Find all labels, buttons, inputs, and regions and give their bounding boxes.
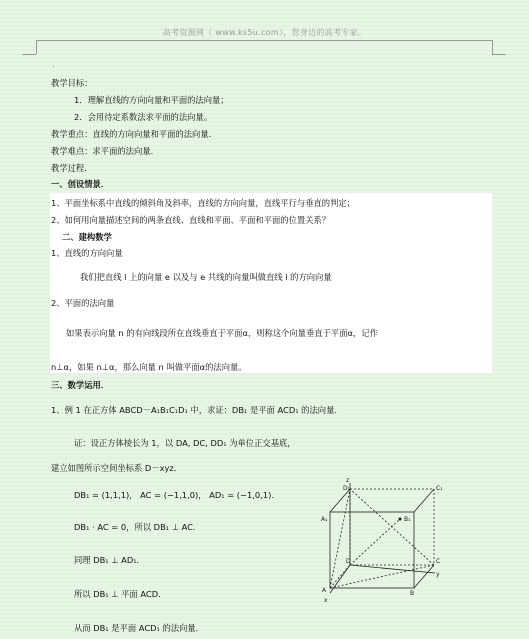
proof-line-2: 建立如图所示空间坐标系 D－xyz． (51, 463, 183, 473)
label-y: y (436, 571, 440, 578)
equation-vectors: DB₁ = (1,1,1)， AC = (−1,1,0)， AD₁ = (−1,0,1)． (74, 490, 280, 500)
header-rule (36, 40, 492, 41)
conclusion: 从而 DB₁ 是平面 ACD₁ 的法向量． (74, 623, 204, 633)
section-1-title: 一、创设情景． (51, 179, 110, 189)
y-axis (350, 565, 435, 573)
front-face (330, 512, 414, 588)
objective-2: 2．会用待定系数法求平面的法向量。 (74, 112, 213, 122)
equation-perpendicular: 同理 DB₁ ⊥ AD₁． (74, 555, 145, 565)
proof-line-1: 证：设正方体棱长为 1，以 DA, DC, DD₁ 为单位正交基底， (74, 438, 296, 448)
corner-mark (36, 40, 37, 54)
key-point: 教学重点：直线的方向向量和平面的法向量． (51, 129, 217, 139)
label-z: z (346, 477, 350, 484)
subsection-2-title: 2、平面的法向量 (51, 298, 115, 308)
x-axis (330, 565, 350, 593)
difficulty: 教学难点：求平面的法向量． (51, 146, 159, 156)
objective-1: 1．理解直线的方向向量和平面的法向量； (74, 95, 229, 105)
label-A: A (322, 587, 327, 594)
example-1: 1、例 1 在正方体 ABCD－A₁B₁C₁D₁ 中，求证：DB₁ 是平面 ACD₁ 的法向量． (51, 405, 343, 415)
equation-dot-product: DB₁ · AC = 0，所以 DB₁ ⊥ AC． (74, 522, 202, 532)
page-header: 高考资源网（ www.ks5u.com），您身边的高考专家。 (162, 28, 367, 37)
question-2: 2、如何用向量描述空间的两条直线、直线和平面、平面和平面的位置关系？ (51, 215, 331, 225)
process: 教学过程． (51, 163, 93, 173)
corner-mark (492, 54, 506, 55)
label-C: C (436, 558, 441, 565)
label-B: B (410, 590, 415, 597)
normal-vector-definition: 如果表示向量 n 的有向线段所在直线垂直于平面α，则称这个向量垂直于平面α，记作 (66, 328, 378, 338)
subsection-1-title: 1、直线的方向向量 (51, 248, 123, 258)
cube-figure (310, 475, 460, 610)
equation-plane: 所以 DB₁ ⊥ 平面 ACD． (74, 589, 167, 599)
label-B1: B₁ (404, 516, 411, 523)
diagonal-DB1 (350, 519, 400, 565)
direction-vector-definition: 我们把直线 l 上的向量 e 以及与 e 共线的向量叫做直线 l 的方向向量 (80, 272, 332, 282)
corner-mark (492, 40, 493, 54)
question-1: 1、平面坐标系中直线的倾斜角及斜率，直线的方向向量，直线平行与垂直的判定； (51, 198, 355, 208)
corner-mark (22, 54, 36, 55)
section-3-title: 三、数学运用． (51, 380, 110, 390)
label-C1: C₁ (436, 485, 443, 492)
dot-mark: . (52, 59, 55, 69)
label-A1: A₁ (321, 516, 328, 523)
normal-vector-definition-2: n⊥α，如果 n⊥α，那么向量 n 叫做平面α的法向量。 (51, 362, 247, 372)
label-D: D (346, 558, 351, 565)
objectives-title: 教学目标： (51, 78, 93, 88)
label-x: x (324, 597, 328, 604)
label-D1: D₁ (343, 485, 351, 492)
section-2-title: 二、建构数学 (62, 232, 112, 242)
